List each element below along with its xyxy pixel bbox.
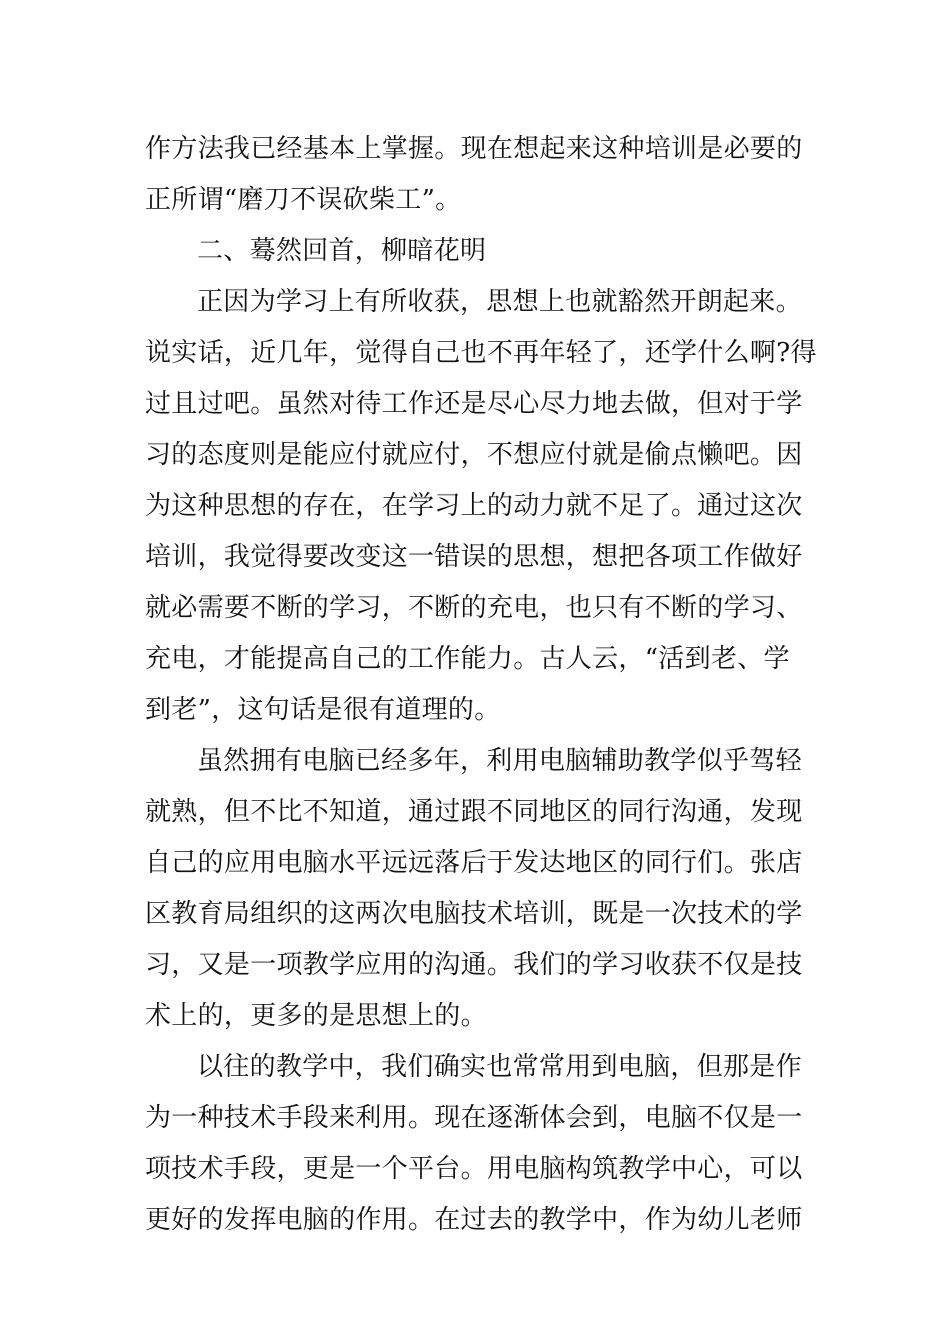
text-line: 过且过吧。虽然对待工作还是尽心尽力地去做，但对于学	[145, 389, 803, 419]
text-line: 正所谓“磨刀不误砍柴工”。	[145, 185, 462, 215]
text-line: 虽然拥有电脑已经多年，利用电脑辅助教学似乎驾轻	[197, 746, 802, 776]
text-line: 正因为学习上有所收获，思想上也就豁然开朗起来。	[197, 287, 802, 317]
section-heading: 二、蓦然回首，柳暗花明	[197, 236, 487, 266]
text-line: 说实话，近几年，觉得自己也不再年轻了，还学什么啊?得	[145, 338, 817, 368]
text-line: 项技术手段，更是一个平台。用电脑构筑教学中心，可以	[145, 1154, 803, 1184]
text-line: 充电，才能提高自己的工作能力。古人云，“活到老、学	[145, 644, 790, 674]
text-line: 培训，我觉得要改变这一错误的思想，想把各项工作做好	[145, 542, 803, 572]
text-line: 就必需要不断的学习，不断的充电，也只有不断的学习、	[145, 593, 803, 623]
text-line: 自己的应用电脑水平远远落后于发达地区的同行们。张店	[145, 848, 803, 878]
text-line: 术上的，更多的是思想上的。	[145, 1001, 487, 1031]
text-line: 为这种思想的存在，在学习上的动力就不足了。通过这次	[145, 491, 803, 521]
text-line: 到老”，这句话是很有道理的。	[145, 695, 501, 725]
text-line: 区教育局组织的这两次电脑技术培训，既是一次技术的学	[145, 899, 803, 929]
text-line: 作方法我已经基本上掌握。现在想起来这种培训是必要的	[145, 134, 803, 164]
body-text	[145, 124, 817, 1246]
text-line: 为一种技术手段来利用。现在逐渐体会到，电脑不仅是一	[145, 1103, 803, 1133]
text-line: 以往的教学中，我们确实也常常用到电脑，但那是作	[197, 1052, 802, 1082]
text-line: 习的态度则是能应付就应付，不想应付就是偷点懒吧。因	[145, 440, 803, 470]
text-line: 习，又是一项教学应用的沟通。我们的学习收获不仅是技	[145, 950, 803, 980]
text-line: 就熟，但不比不知道，通过跟不同地区的同行沟通，发现	[145, 797, 803, 827]
text-line: 更好的发挥电脑的作用。在过去的教学中，作为幼儿老师	[145, 1205, 803, 1235]
